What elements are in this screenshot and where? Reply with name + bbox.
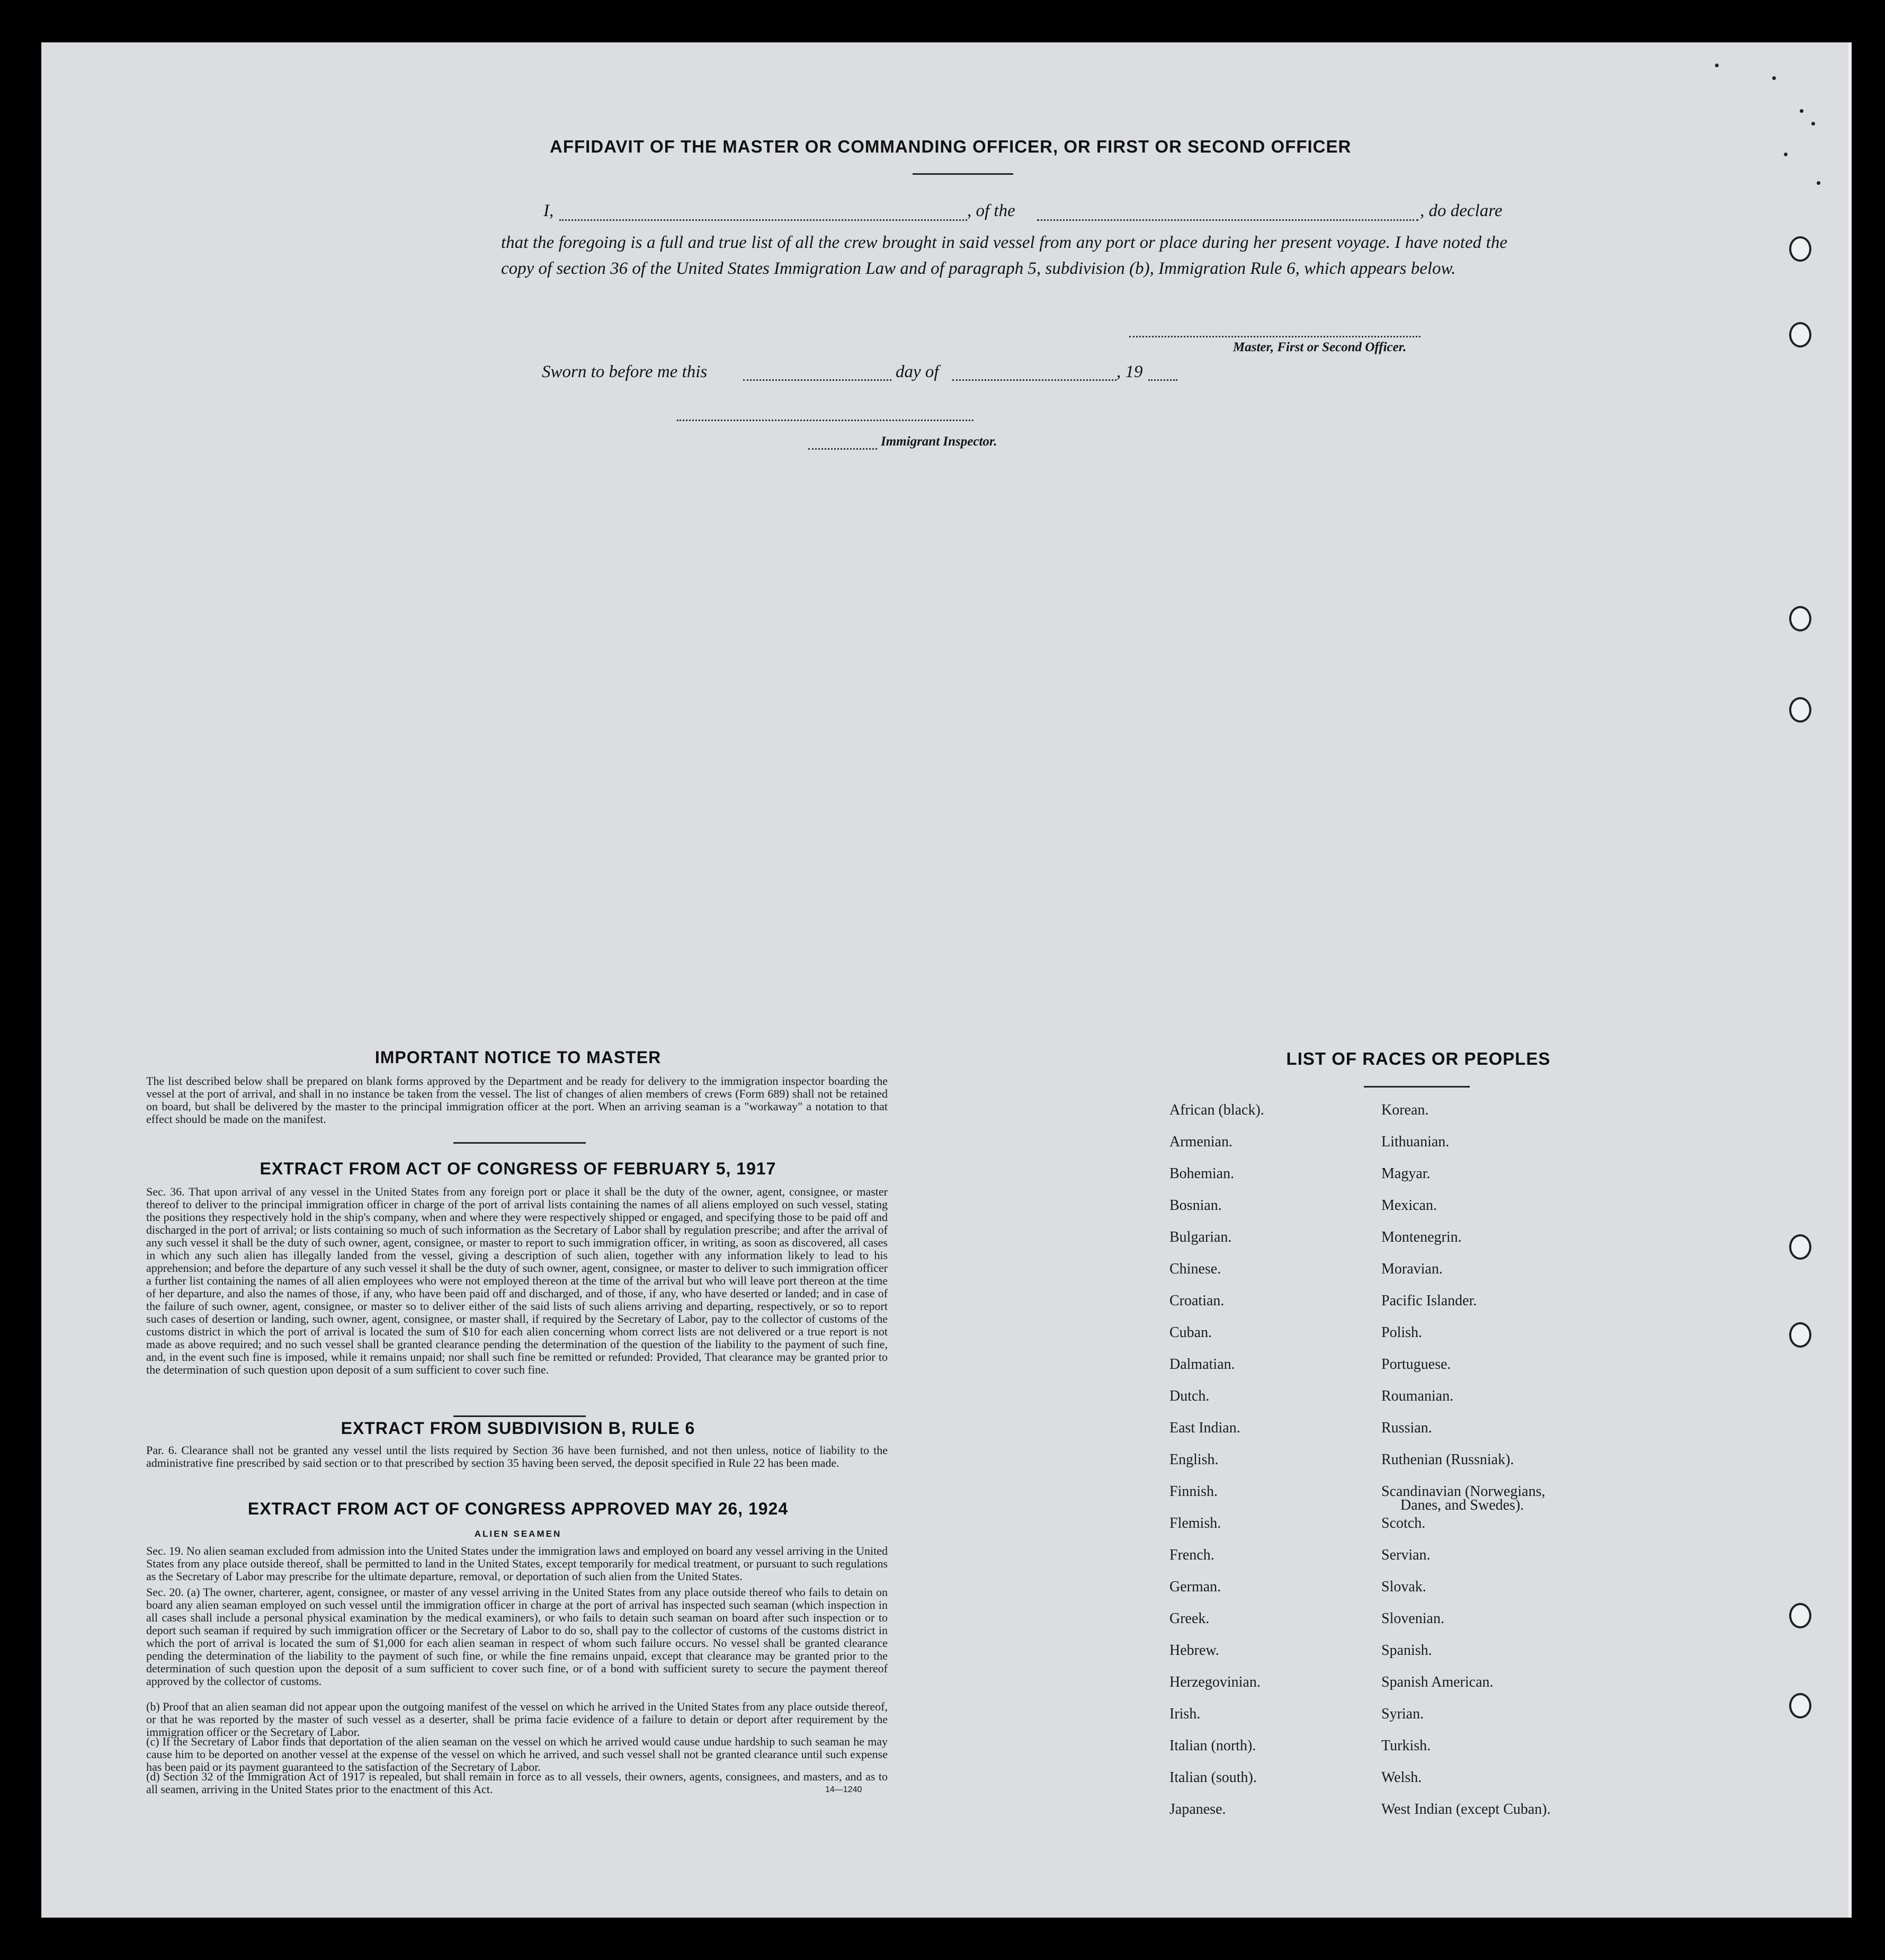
extract-1924-sec19: Sec. 19. No alien seaman excluded from admission into the United States under the immigration laws and employed on board any vessel arriving in the United States from any place outside thereof, shall be permitted to land in the United States, except temporarily for medical treatment, or pursuant to such regulations as the Secretary of Labor may prescribe for the ultimate departure, removal, or deportation of such alien from the United States. <box>146 1544 888 1583</box>
extract-rule6-text: Par. 6. Clearance shall not be granted any vessel until the lists required by Section 36 have been furnished, and not then unless, notice of liability to the administrative fine prescribed by said section or to that prescribed by section 35 having been served, the deposit specified in Rule 22 has been made. <box>146 1444 888 1469</box>
sworn-line <box>542 362 1230 386</box>
inspector-initial-field[interactable] <box>808 448 877 450</box>
extract-rule6-title: EXTRACT FROM SUBDIVISION B, RULE 6 <box>341 1419 695 1438</box>
divider <box>453 1415 586 1417</box>
binder-hole <box>1789 236 1811 262</box>
affidavit-body: that the foregoing is a full and true list of all the crew brought in said vessel from any port or place during her present voyage. I have noted the copy of section 36 of the United States Immigration Law and of paragraph 5, subdivision (b), Immigration Rule 6, which appears below. <box>501 233 1507 278</box>
extract-1924-sec20b: (b) Proof that an alien seaman did not appear upon the outgoing manifest of the vessel on which he arrived in the United States from any place outside thereof, or that he was reported by the master of such vessel as a deserter, shall be prima facie evidence of a failure to detain or deport after requirement by the immigration officer or the Secretary of Labor. <box>146 1700 888 1739</box>
race-item: Scotch. <box>1381 1515 1426 1531</box>
race-item: Greek. <box>1169 1610 1210 1627</box>
race-item: Polish. <box>1381 1324 1423 1341</box>
race-item: Portuguese. <box>1381 1356 1451 1373</box>
extract-1924-title: EXTRACT FROM ACT OF CONGRESS APPROVED MAY 26, 1924 <box>247 1499 789 1518</box>
sworn-prefix: Sworn to before me this <box>542 362 708 381</box>
races-title: LIST OF RACES OR PEOPLES <box>1286 1049 1551 1068</box>
race-item: Roumanian. <box>1381 1388 1454 1404</box>
race-item: German. <box>1169 1579 1221 1595</box>
vessel-name-field[interactable] <box>1037 219 1418 221</box>
affidavit-title: AFFIDAVIT OF THE MASTER OR COMMANDING OFFICER, OR FIRST OR SECOND OFFICER <box>550 137 1352 156</box>
notice-text: The list described below shall be prepared on blank forms approved by the Department and be ready for delivery to the immigration inspector boarding the vessel at the port of arrival, and shall in no instance be taken from the vessel. The list of changes of alien members of crews (Form 689) shall not be retained on board, but shall be delivered by the master to the principal immigration officer at the port. When an arriving seaman is a "workaway" a notation to that effect should be made on the manifest. <box>146 1074 888 1126</box>
race-item: Bulgarian. <box>1169 1229 1232 1245</box>
divider <box>453 1142 586 1144</box>
race-item: Dutch. <box>1169 1388 1210 1404</box>
sworn-day-field[interactable] <box>743 379 891 381</box>
race-item: Scandinavian (Norwegians, <box>1381 1483 1545 1500</box>
scan-speck <box>1811 122 1815 126</box>
race-item: Welsh. <box>1381 1769 1422 1786</box>
race-item: Bohemian. <box>1169 1165 1235 1182</box>
race-item: West Indian (except Cuban). <box>1381 1801 1551 1818</box>
inspector-label: Immigrant Inspector. <box>881 434 997 449</box>
race-item: Japanese. <box>1169 1801 1226 1818</box>
race-item: Irish. <box>1169 1706 1201 1722</box>
race-item: Pacific Islander. <box>1381 1293 1477 1309</box>
extract-1917-text: Sec. 36. That upon arrival of any vessel in the United States from any foreign port or place it shall be the duty of the owner, agent, consignee, or master thereof to deliver to the principal immigration officer in charge of the port of arrival lists containing the names of all aliens employed on such vessel, stating the positions they respectively hold in the ship's company, when and where they were respectively shipped or engaged, and specifying those to be paid off and discharged in the port of arrival; or lists containing so much of such information as the Secretary of Labor shall by regulation prescribe; and after the arrival of any such vessel it shall be the duty of such owner, agent, consignee, or master to report to such immigration officer, in writing, as soon as discovered, all cases in which any such alien has illegally landed from the vessel, giving a description of such alien, together with any information likely to lead to his apprehension; and before the departure of any such vessel it shall be the duty of such owner, agent, consignee, or master to deliver to such immigration officer a further list containing the names of all alien employees who were not employed thereon at the time of the arrival but who will leave port thereon at the time of her departure, and also the names of those, if any, who have been paid off and discharged, and of those, if any, who have deserted or landed; and in case of the failure of such owner, agent, consignee, or master so to deliver either of the said lists of such aliens arriving and departing, respectively, or so to report such cases of desertion or landing, such owner, agent, consignee, or master shall, if required by the Secretary of Labor, pay to the collector of customs of the customs district in which the port of arrival is located the sum of $10 for each alien concerning whom correct lists are not delivered or a true report is not made as above required; and no such vessel shall be granted clearance pending the determination of the question of the liability to the payment of such fine, and, in the event such fine is imposed, while it remains unpaid; nor shall such fine be remitted or refunded: Provided, That clearance may be granted prior to the determination of such question upon deposit of a sum sufficient to cover such fine. <box>146 1185 888 1376</box>
race-item: Moravian. <box>1381 1261 1443 1277</box>
races-right-column <box>1381 1102 1657 1870</box>
binder-hole <box>1789 1234 1811 1260</box>
officer-signature-label: Master, First or Second Officer. <box>1233 340 1407 354</box>
race-item: English. <box>1169 1451 1219 1468</box>
binder-hole <box>1789 322 1811 348</box>
race-item: Magyar. <box>1381 1165 1431 1182</box>
race-item-continuation: Danes, and Swedes). <box>1400 1497 1524 1513</box>
binder-hole <box>1789 1603 1811 1628</box>
title-underline <box>913 173 1013 175</box>
sworn-day-of: day of <box>896 362 939 381</box>
officer-signature-field[interactable] <box>1129 336 1421 337</box>
race-item: Chinese. <box>1169 1261 1221 1277</box>
affidavit-line-1 <box>501 201 1507 225</box>
race-item: Slovenian. <box>1381 1610 1444 1627</box>
race-item: Armenian. <box>1169 1134 1232 1150</box>
race-item: Montenegrin. <box>1381 1229 1462 1245</box>
race-item: Flemish. <box>1169 1515 1221 1531</box>
form-sheet <box>41 42 1852 1918</box>
extract-1917-title: EXTRACT FROM ACT OF CONGRESS OF FEBRUARY 5, 1917 <box>260 1159 776 1178</box>
race-item: Servian. <box>1381 1547 1431 1563</box>
binder-hole <box>1789 697 1811 723</box>
extract-1924-subtitle: ALIEN SEAMEN <box>474 1529 562 1539</box>
binder-hole <box>1789 1322 1811 1348</box>
binder-hole <box>1789 606 1811 631</box>
declarant-name-field[interactable] <box>559 219 967 221</box>
race-item: Ruthenian (Russniak). <box>1381 1451 1514 1468</box>
scan-speck <box>1800 109 1803 113</box>
notice-title: IMPORTANT NOTICE TO MASTER <box>374 1048 662 1067</box>
binder-hole <box>1789 1693 1811 1718</box>
declarant-prefix: I, <box>543 201 554 220</box>
race-item: Finnish. <box>1169 1483 1218 1500</box>
race-item: Italian (north). <box>1169 1738 1256 1754</box>
race-item: French. <box>1169 1547 1214 1563</box>
sworn-year-field[interactable] <box>1148 379 1177 381</box>
race-item: African (black). <box>1169 1102 1264 1118</box>
scan-speck <box>1772 76 1776 80</box>
extract-1924-sec20c: (c) If the Secretary of Labor finds that deportation of the alien seaman on the vessel on which he arrived would cause undue hardship to such seaman he may cause him to be deported on another vessel at the expense of the vessel on which he arrived, and such vessel shall not be granted clearance until such expense has been paid or its payment guaranteed to the satisfaction of the Secretary of Labor. <box>146 1735 888 1774</box>
race-item: Mexican. <box>1381 1197 1437 1214</box>
form-number: 14—1240 <box>825 1785 862 1794</box>
race-item: Spanish. <box>1381 1642 1432 1659</box>
race-item: Herzegovinian. <box>1169 1674 1261 1690</box>
race-item: Syrian. <box>1381 1706 1424 1722</box>
race-item: Spanish American. <box>1381 1674 1494 1690</box>
race-item: Cuban. <box>1169 1324 1212 1341</box>
race-item: Russian. <box>1381 1420 1432 1436</box>
scan-speck <box>1784 153 1788 156</box>
scan-speck <box>1715 64 1719 67</box>
race-item: Italian (south). <box>1169 1769 1257 1786</box>
declare-suffix: , do declare <box>1420 201 1503 220</box>
sworn-month-field[interactable] <box>952 379 1116 381</box>
race-item: Dalmatian. <box>1169 1356 1235 1373</box>
vessel-prefix: , of the <box>967 201 1015 220</box>
race-item: East Indian. <box>1169 1420 1240 1436</box>
races-left-column <box>1169 1102 1376 1870</box>
scan-speck <box>1817 181 1820 185</box>
race-item: Hebrew. <box>1169 1642 1219 1659</box>
race-item: Slovak. <box>1381 1579 1426 1595</box>
race-item: Bosnian. <box>1169 1197 1222 1214</box>
inspector-signature-field[interactable] <box>677 420 973 421</box>
race-item: Turkish. <box>1381 1738 1431 1754</box>
extract-1924-sec20d: (d) Section 32 of the Immigration Act of 1917 is repealed, but shall remain in force as to all vessels, their owners, agents, consignees, and masters, and as to all seamen, arriving in the United States prior to the enactment of this Act. <box>146 1770 888 1796</box>
race-item: Lithuanian. <box>1381 1134 1450 1150</box>
race-item: Croatian. <box>1169 1293 1225 1309</box>
races-title-underline <box>1364 1086 1470 1088</box>
race-item: Korean. <box>1381 1102 1429 1118</box>
sworn-year: , 19 <box>1116 362 1143 381</box>
extract-1924-sec20a: Sec. 20. (a) The owner, charterer, agent, consignee, or master of any vessel arriving in the United States from any place outside thereof who fails to detain on board any alien seaman employed on such vessel until the immigration officer in charge at the port of arrival has inspected such seaman (which inspection in all cases shall include a personal physical examination by the medical examiners), or who fails to detain such seaman on board after such inspection or to deport such seaman if required by such immigration officer or the Secretary of Labor to do so, shall pay to the collector of customs of the customs district in which the port of arrival is located the sum of $1,000 for each alien seaman in respect of whom such failure occurs. No vessel shall be granted clearance pending the determination of the liability to the payment of such fine, or while the fine remains unpaid, except that clearance may be granted prior to the determination of such question upon the deposit of a sum sufficient to cover such fine, or of a bond with sufficient surety to secure the payment thereof approved by the collector of customs. <box>146 1585 888 1688</box>
